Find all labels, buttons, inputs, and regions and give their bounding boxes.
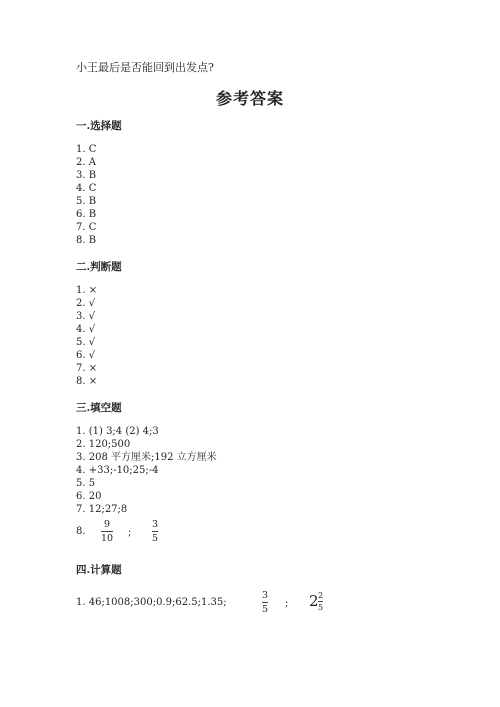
fraction-denominator: 10	[101, 533, 114, 544]
answer-line: 1. (1) 3;4 (2) 4;3	[76, 426, 159, 437]
mixed-whole: 2	[309, 592, 319, 610]
fraction-3-5	[152, 519, 158, 544]
answer-line: 6. B	[76, 209, 97, 220]
section-heading-calculation: 四.计算题	[76, 564, 122, 576]
answer-line: 3. B	[76, 170, 97, 181]
fraction-denominator: 5	[262, 604, 269, 615]
answer-line: 6. √	[76, 350, 96, 361]
answer-line: 6. 20	[76, 491, 102, 502]
answer-line: 4. C	[76, 183, 97, 194]
fraction-denominator: 5	[318, 603, 324, 612]
fraction-numerator: 2	[318, 591, 324, 600]
intro-question: 小王最后是否能回到出发点?	[76, 61, 214, 74]
answer-line: 8. ×	[76, 376, 98, 387]
answer-line: 8. B	[76, 235, 97, 246]
fraction-bar	[101, 531, 113, 532]
fraction-3-5	[262, 590, 268, 615]
answer-line: 5. 5	[76, 478, 96, 489]
answer-line: 3. 208 平方厘米;192 立方厘米	[76, 452, 217, 463]
mixed-fraction	[318, 591, 323, 612]
section-heading-choice: 一.选择题	[76, 120, 122, 132]
section-heading-judgement: 二.判断题	[76, 261, 122, 273]
answer-line: 7. C	[76, 222, 97, 233]
section-heading-fill-blank: 三.填空题	[76, 402, 122, 414]
answer-line: 2. 120;500	[76, 439, 131, 450]
answer-line: 4. √	[76, 324, 96, 335]
fraction-denominator: 5	[152, 533, 159, 544]
separator: ;	[285, 598, 289, 609]
answer-line: 1. ×	[76, 285, 98, 296]
fraction-bar	[262, 602, 268, 603]
answer-line-q8-label: 8.	[76, 526, 86, 537]
answer-line-calc: 1. 46;1008;300;0.9;62.5;1.35;	[76, 597, 227, 608]
answer-line: 7. ×	[76, 363, 98, 374]
answer-line: 1. C	[76, 144, 97, 155]
answer-line: 2. √	[76, 298, 96, 309]
fraction-bar	[318, 601, 323, 602]
answer-line: 3. √	[76, 311, 96, 322]
fraction-numerator: 3	[152, 519, 159, 530]
separator: ;	[128, 527, 132, 538]
fraction-bar	[152, 531, 158, 532]
answer-line: 4. +33;-10;25;-4	[76, 465, 159, 476]
answer-line: 2. A	[76, 157, 96, 168]
fraction-9-10	[101, 519, 113, 544]
fraction-numerator: 9	[104, 519, 111, 530]
answer-line: 7. 12;27;8	[76, 504, 128, 515]
fraction-numerator: 3	[262, 590, 269, 601]
answer-line: 5. B	[76, 196, 97, 207]
page-title: 参考答案	[215, 89, 284, 108]
answer-line: 5. √	[76, 337, 96, 348]
